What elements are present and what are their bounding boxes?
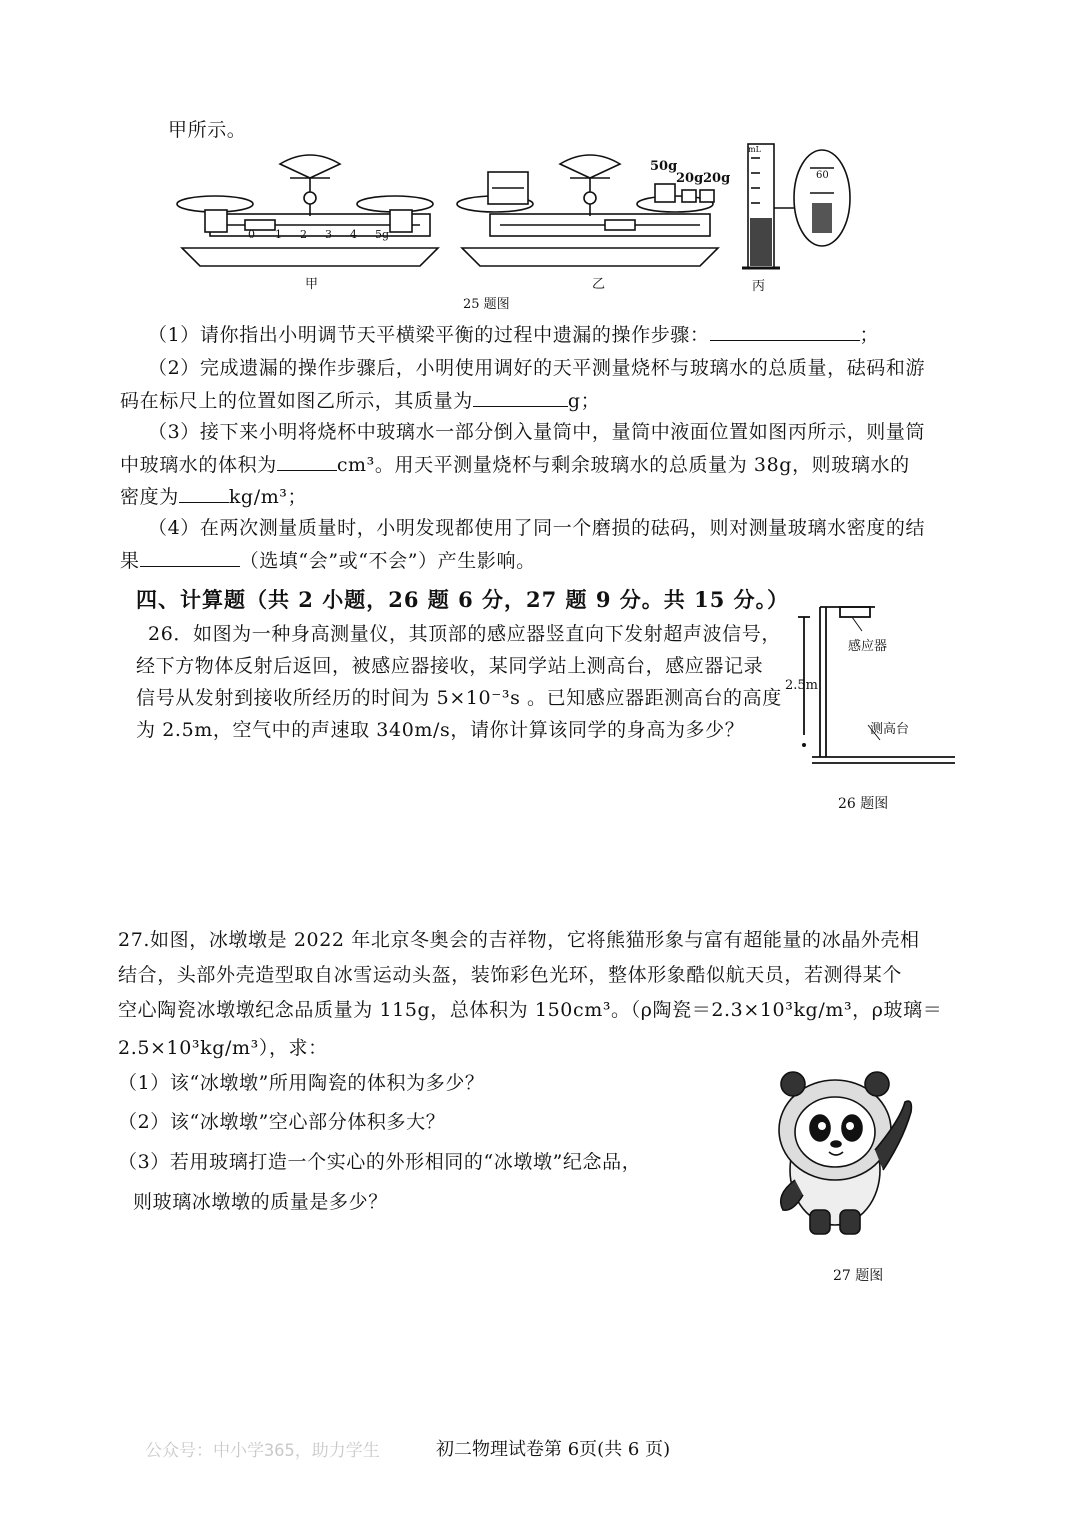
weight-20g-b: 20g [703,171,731,186]
q25-part3c: 密度为 kg/m³； [120,486,308,508]
q27-sub3b: 则玻璃冰墩墩的质量是多少？ [133,1191,388,1213]
q25-part2a: （2）完成遗漏的操作步骤后，小明使用调好的天平测量烧杯与玻璃水的总质量，砝码和游 [148,357,926,379]
intro-text: 甲所示。 [168,119,247,141]
q27-sub2: （2）该“冰墩墩”空心部分体积多大？ [118,1111,446,1133]
graduated-cylinder [742,144,850,268]
label-yi: 乙 [592,277,606,292]
scale-mark-1: 1 [275,228,282,241]
q27-line3: 空心陶瓷冰墩墩纪念品质量为 115g，总体积为 150cm³。（ρ陶瓷＝2.3×10³kg/m³，ρ玻璃＝ [118,999,943,1021]
cylinder-zoom-mark: 60 [816,170,829,181]
figure-25 [170,138,990,318]
q25-blank2 [473,388,568,407]
balance-jia [177,155,438,266]
weight-50g: 50g [650,159,678,174]
fig26-caption: 26 题图 [838,796,889,812]
footer-watermark: 公众号：中小学365，助力学生 [145,1441,380,1461]
q27-sub1: （1）该“冰墩墩”所用陶瓷的体积为多少？ [118,1072,485,1094]
q25-part4a: （4）在两次测量质量时，小明发现都使用了同一个磨损的砝码，则对测量玻璃水密度的结 [148,517,926,539]
weight-20g-a: 20g [676,171,704,186]
cylinder-unit: mL [748,145,761,154]
q25-part4b: 果 （选填“会”或“不会”）产生影响。 [120,550,536,572]
q25-part3b: 中玻璃水的体积为 cm³。用天平测量烧杯与剩余玻璃水的总质量为 38g，则玻璃水的 [120,454,910,476]
q26-line3: 信号从发射到接收所经历的时间为 5×10⁻³s 。已知感应器距测高台的高度 [136,687,782,709]
scale-mark-4: 4 [350,228,357,241]
label-jia: 甲 [305,277,319,292]
q25-part2b: 码在标尺上的位置如图乙所示，其质量为 g； [120,390,601,412]
label-bing: 丙 [752,279,766,294]
q26-line2: 经下方物体反射后返回，被感应器接收，某同学站上测高台，感应器记录 [136,655,764,677]
q25-part3a: （3）接下来小明将烧杯中玻璃水一部分倒入量筒中，量筒中液面位置如图丙所示，则量筒 [148,421,926,443]
fig25-caption: 25 题图 [463,297,510,312]
scale-mark-0: 0 [248,228,255,241]
fig26-sensor-label: 感应器 [848,639,888,654]
q27-sub3: （3）若用玻璃打造一个实心的外形相同的“冰墩墩”纪念品， [118,1151,642,1173]
section4-title: 四、计算题（共 2 小题，26 题 6 分，27 题 9 分。共 15 分。） [136,587,790,612]
figure-27-mascot [765,1040,925,1290]
q25-blank4 [179,484,229,503]
figure-26 [780,595,980,815]
fig27-caption: 27 题图 [833,1268,884,1284]
q25-part1: （1）请你指出小明调节天平横梁平衡的过程中遗漏的操作步骤： ； [148,324,880,346]
q25-blank5 [140,548,240,567]
q25-blank1 [710,322,860,341]
footer-page: 初二物理试卷第 6页(共 6 页) [436,1439,671,1460]
q27-line4: 2.5×10³kg/m³），求： [118,1037,328,1059]
fig26-height-label: 2.5m [785,678,819,693]
q27-line1: 27.如图，冰墩墩是 2022 年北京冬奥会的吉祥物，它将熊猫形象与富有超能量的冰晶外壳相 [118,929,920,951]
q26-line1: 26．如图为一种身高测量仪，其顶部的感应器竖直向下发射超声波信号， [148,623,781,645]
bullet-dot [802,743,806,747]
q27-line2: 结合，头部外壳造型取自冰雪运动头盔，装饰彩色光环，整体形象酷似航天员，若测得某个 [118,964,903,986]
scale-mark-2: 2 [300,228,307,241]
scale-mark-5g: 5g [375,228,390,241]
q26-line4: 为 2.5m，空气中的声速取 340m/s，请你计算该同学的身高为多少？ [136,719,745,741]
q25-blank3 [277,452,337,471]
scale-mark-3: 3 [325,228,332,241]
fig26-platform-label: 测高台 [870,722,910,737]
